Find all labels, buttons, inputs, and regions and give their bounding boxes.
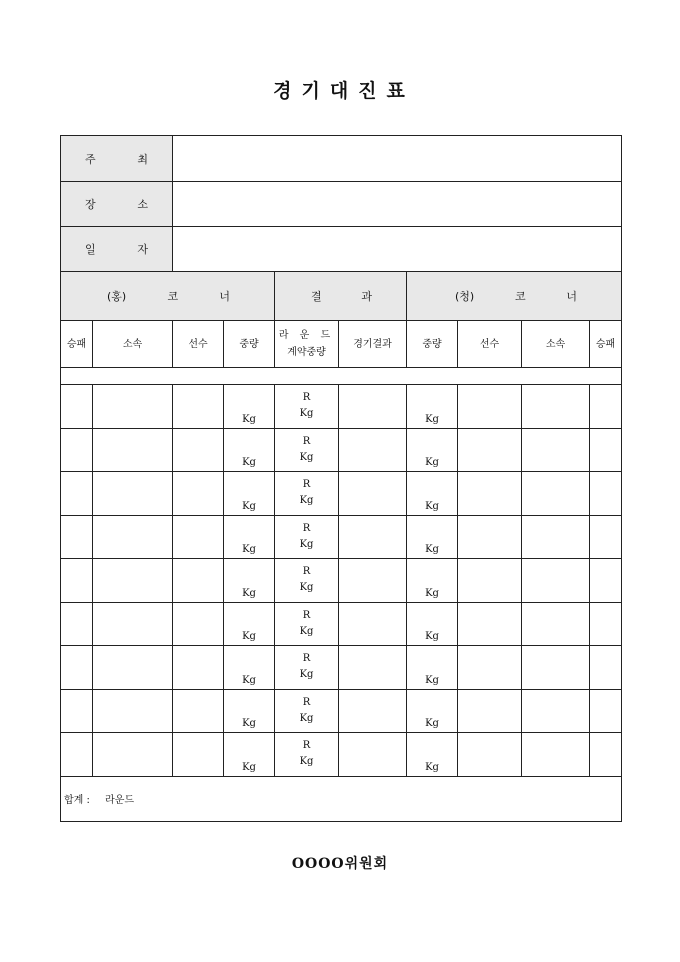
total-row — [61, 776, 622, 821]
kg-unit: Kg — [299, 756, 314, 768]
kg-unit: Kg — [299, 582, 314, 594]
kg-unit: Kg — [242, 674, 256, 686]
weight-right-cell[interactable] — [407, 515, 458, 559]
match-result-cell[interactable] — [339, 559, 407, 603]
match-result-cell[interactable] — [339, 385, 407, 429]
kg-unit: Kg — [425, 413, 439, 425]
col-affiliation-left: 소속 — [93, 321, 173, 368]
win-loss-left-cell[interactable] — [61, 385, 93, 429]
weight-left-cell[interactable] — [224, 559, 275, 603]
info-row-host — [61, 136, 622, 182]
red-prefix: (홍) — [107, 290, 127, 303]
round-unit: R — [302, 740, 311, 752]
win-loss-right-cell[interactable] — [590, 602, 622, 646]
match-row — [61, 428, 622, 472]
round-weight-cell[interactable] — [275, 472, 339, 516]
match-row — [61, 602, 622, 646]
host-value[interactable] — [173, 136, 622, 182]
win-loss-left-cell[interactable] — [61, 602, 93, 646]
spacer-cell — [61, 368, 622, 385]
win-loss-left-cell[interactable] — [61, 559, 93, 603]
affiliation-left-cell[interactable] — [93, 472, 173, 516]
match-row — [61, 385, 622, 429]
match-table — [60, 135, 622, 822]
weight-right-cell[interactable] — [407, 428, 458, 472]
blue-prefix: (청) — [455, 290, 475, 303]
kg-unit: Kg — [425, 631, 439, 642]
spacer-row — [61, 368, 622, 385]
info-row-place — [61, 182, 622, 227]
win-loss-right-cell[interactable] — [590, 515, 622, 559]
kg-unit: Kg — [299, 408, 314, 420]
red-corner-header — [61, 272, 275, 321]
kg-unit: Kg — [425, 457, 439, 468]
match-result-cell[interactable] — [339, 733, 407, 777]
kg-unit: Kg — [242, 631, 256, 642]
affiliation-left-cell[interactable] — [93, 646, 173, 690]
win-loss-right-cell[interactable] — [590, 559, 622, 603]
round-unit: R — [302, 696, 311, 708]
total-colon: : — [86, 795, 90, 806]
kg-unit: Kg — [425, 587, 439, 599]
kg-unit: Kg — [242, 544, 256, 555]
player-left-cell[interactable] — [173, 515, 224, 559]
match-row — [61, 472, 622, 516]
result-b: 과 — [361, 290, 373, 303]
affiliation-right-cell[interactable] — [522, 515, 590, 559]
date-label-b: 자 — [137, 243, 149, 256]
red-corner-a: 코 — [167, 290, 179, 303]
round-weight-cell[interactable] — [275, 689, 339, 733]
player-left-cell[interactable] — [173, 602, 224, 646]
kg-unit: Kg — [299, 669, 314, 681]
match-result-cell[interactable] — [339, 515, 407, 559]
round-unit: R — [302, 435, 311, 447]
match-row — [61, 689, 622, 733]
red-corner-b: 너 — [219, 290, 230, 303]
win-loss-left-cell[interactable] — [61, 646, 93, 690]
match-result-cell[interactable] — [339, 472, 407, 516]
win-loss-right-cell[interactable] — [590, 689, 622, 733]
col-win-loss-left: 승패 — [61, 321, 93, 368]
kg-unit: Kg — [299, 538, 314, 550]
match-row — [61, 646, 622, 690]
player-right-cell[interactable] — [458, 602, 522, 646]
title-char: 경 — [273, 80, 294, 102]
player-right-cell[interactable] — [458, 428, 522, 472]
player-right-cell[interactable] — [458, 689, 522, 733]
weight-right-cell[interactable] — [407, 733, 458, 777]
win-loss-right-cell[interactable] — [590, 733, 622, 777]
win-loss-left-cell[interactable] — [61, 472, 93, 516]
kg-unit: Kg — [425, 500, 439, 512]
place-label-b: 소 — [137, 198, 149, 211]
weight-right-cell[interactable] — [407, 559, 458, 603]
weight-right-cell[interactable] — [407, 689, 458, 733]
host-label-cell — [61, 136, 173, 182]
col-round-weight — [275, 321, 339, 368]
affiliation-right-cell[interactable] — [522, 602, 590, 646]
host-label-a: 주 — [85, 152, 96, 166]
weight-right-cell[interactable] — [407, 646, 458, 690]
kg-unit: Kg — [425, 761, 439, 773]
match-result-cell[interactable] — [339, 689, 407, 733]
kg-unit: Kg — [242, 718, 256, 729]
player-right-cell[interactable] — [458, 733, 522, 777]
col-round-line2: 계약중량 — [287, 347, 326, 358]
place-label-cell — [61, 182, 173, 227]
weight-left-cell[interactable] — [224, 385, 275, 429]
player-right-cell[interactable] — [458, 472, 522, 516]
win-loss-left-cell[interactable] — [61, 733, 93, 777]
affiliation-right-cell[interactable] — [522, 733, 590, 777]
host-label-b: 최 — [137, 152, 149, 166]
match-result-cell[interactable] — [339, 646, 407, 690]
affiliation-left-cell[interactable] — [93, 428, 173, 472]
round-weight-cell[interactable] — [275, 733, 339, 777]
affiliation-right-cell[interactable] — [522, 472, 590, 516]
total-cell — [61, 776, 622, 821]
win-loss-left-cell[interactable] — [61, 428, 93, 472]
place-value[interactable] — [173, 182, 622, 227]
affiliation-right-cell[interactable] — [522, 559, 590, 603]
affiliation-right-cell[interactable] — [522, 385, 590, 429]
affiliation-right-cell[interactable] — [522, 428, 590, 472]
blue-corner-a: 코 — [514, 290, 526, 303]
affiliation-right-cell[interactable] — [522, 646, 590, 690]
player-left-cell[interactable] — [173, 689, 224, 733]
col-win-loss-right: 승패 — [590, 321, 622, 368]
win-loss-right-cell[interactable] — [590, 472, 622, 516]
affiliation-left-cell[interactable] — [93, 733, 173, 777]
column-header-row — [61, 321, 622, 368]
round-unit: R — [302, 609, 311, 621]
round-weight-cell[interactable] — [275, 559, 339, 603]
kg-unit: Kg — [242, 587, 256, 599]
date-label-a: 일 — [85, 243, 96, 256]
committee-name: OOOO위원회 — [291, 856, 389, 872]
kg-unit: Kg — [299, 625, 314, 637]
player-left-cell[interactable] — [173, 733, 224, 777]
weight-left-cell[interactable] — [224, 602, 275, 646]
match-result-cell[interactable] — [339, 602, 407, 646]
weight-right-cell[interactable] — [407, 472, 458, 516]
col-player-left: 선수 — [173, 321, 224, 368]
match-result-cell[interactable] — [339, 428, 407, 472]
kg-unit: Kg — [425, 674, 439, 686]
weight-right-cell[interactable] — [407, 385, 458, 429]
kg-unit: Kg — [299, 712, 314, 724]
kg-unit: Kg — [242, 457, 256, 468]
kg-unit: Kg — [299, 451, 314, 463]
player-left-cell[interactable] — [173, 428, 224, 472]
round-weight-cell[interactable] — [275, 646, 339, 690]
weight-left-cell[interactable] — [224, 428, 275, 472]
weight-left-cell[interactable] — [224, 733, 275, 777]
round-weight-cell[interactable] — [275, 602, 339, 646]
round-unit: R — [302, 392, 311, 404]
player-left-cell[interactable] — [173, 472, 224, 516]
win-loss-right-cell[interactable] — [590, 428, 622, 472]
date-label-cell — [61, 227, 173, 272]
player-right-cell[interactable] — [458, 385, 522, 429]
player-right-cell[interactable] — [458, 515, 522, 559]
group-header-row — [61, 272, 622, 321]
round-weight-cell[interactable] — [275, 428, 339, 472]
match-row — [61, 515, 622, 559]
affiliation-left-cell[interactable] — [93, 515, 173, 559]
place-label-a: 장 — [85, 198, 96, 211]
page-title — [0, 76, 680, 103]
win-loss-left-cell[interactable] — [61, 689, 93, 733]
match-row — [61, 559, 622, 603]
round-unit: R — [302, 522, 311, 534]
win-loss-left-cell[interactable] — [61, 515, 93, 559]
kg-unit: Kg — [242, 761, 256, 773]
blue-corner-b: 너 — [566, 290, 578, 303]
result-header — [275, 272, 407, 321]
weight-left-cell[interactable] — [224, 689, 275, 733]
affiliation-left-cell[interactable] — [93, 559, 173, 603]
affiliation-left-cell[interactable] — [93, 385, 173, 429]
blue-corner-header — [407, 272, 622, 321]
round-unit: R — [302, 653, 311, 665]
affiliation-left-cell[interactable] — [93, 689, 173, 733]
weight-left-cell[interactable] — [224, 515, 275, 559]
round-unit: R — [302, 479, 311, 491]
round-unit: R — [302, 566, 311, 578]
round-weight-cell[interactable] — [275, 515, 339, 559]
weight-left-cell[interactable] — [224, 472, 275, 516]
player-left-cell[interactable] — [173, 385, 224, 429]
player-right-cell[interactable] — [458, 646, 522, 690]
win-loss-right-cell[interactable] — [590, 646, 622, 690]
round-weight-cell[interactable] — [275, 385, 339, 429]
kg-unit: Kg — [242, 413, 256, 425]
kg-unit: Kg — [425, 544, 439, 555]
col-weight-right: 중량 — [407, 321, 458, 368]
total-label: 합계 — [64, 795, 84, 806]
total-unit: 라운드 — [105, 795, 135, 806]
match-row — [61, 733, 622, 777]
col-round-line1: 라 운 드 — [278, 330, 335, 341]
player-right-cell[interactable] — [458, 559, 522, 603]
weight-left-cell[interactable] — [224, 646, 275, 690]
col-affiliation-right: 소속 — [522, 321, 590, 368]
title-char: 진 — [358, 80, 379, 102]
info-row-date — [61, 227, 622, 272]
kg-unit: Kg — [299, 495, 314, 507]
affiliation-left-cell[interactable] — [93, 602, 173, 646]
col-player-right: 선수 — [458, 321, 522, 368]
result-a: 결 — [311, 290, 322, 303]
date-value[interactable] — [173, 227, 622, 272]
affiliation-right-cell[interactable] — [522, 689, 590, 733]
title-char: 표 — [386, 80, 407, 102]
title-char: 대 — [329, 80, 351, 102]
match-rows — [61, 385, 622, 777]
col-match-result: 경기결과 — [339, 321, 407, 368]
weight-right-cell[interactable] — [407, 602, 458, 646]
win-loss-right-cell[interactable] — [590, 385, 622, 429]
player-left-cell[interactable] — [173, 646, 224, 690]
player-left-cell[interactable] — [173, 559, 224, 603]
kg-unit: Kg — [425, 718, 439, 729]
col-weight-left: 중량 — [224, 321, 275, 368]
kg-unit: Kg — [242, 500, 256, 512]
title-char: 기 — [301, 80, 322, 102]
